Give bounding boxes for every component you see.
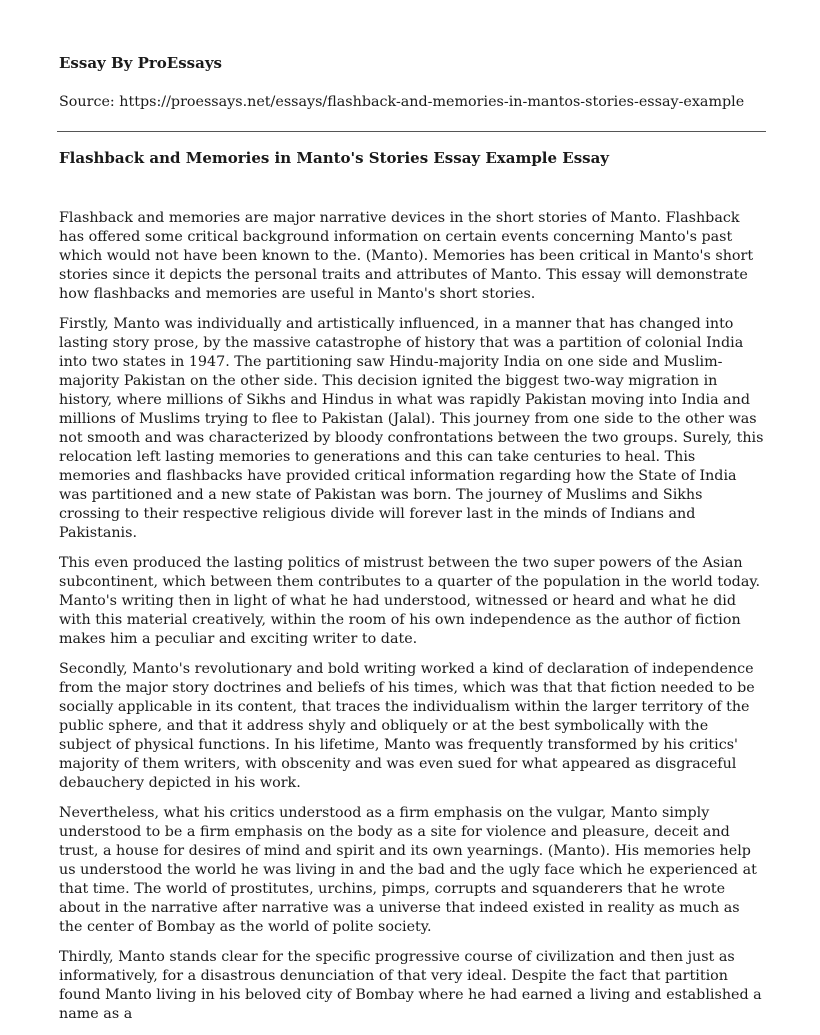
paragraph-3: This even produced the lasting politics of mistrust between the two super powers of the Asian subcontinent, which between them contributes to a quarter of the population in the world today. Manto's writing then in light of what he had understood, witnessed or heard and what he did with this material creatively, within the room of his own independence as the author of fiction makes him a peculiar and exciting writer to date. xyxy=(59,555,761,647)
header-divider xyxy=(57,131,766,132)
essay-body xyxy=(59,209,764,1024)
document-page xyxy=(59,53,764,1035)
paragraph-5: Nevertheless, what his critics understood as a firm emphasis on the vulgar, Manto simply understood to be a firm emphasis on the body as a site for violence and pleasure, deceit and trust, a house for desires of mind and spirit and its own yearnings. (Manto). His memories help us understood the world he was living in and the bad and the ugly face which he experienced at that time. The world of prostitutes, urchins, pimps, corrupts and squanderers that he wrote about in the narrative after narrative was a universe that indeed existed in reality as much as the center of Bombay as the world of polite society. xyxy=(59,805,757,935)
paragraph-6: Thirdly, Manto stands clear for the specific progressive course of civilization and then just as informatively, for a disastrous denunciation of that very ideal. Despite the fact that partition found Manto living in his beloved city of Bombay where he had earned a living and established a name as a xyxy=(59,949,762,1022)
paragraph-1: Flashback and memories are major narrative devices in the short stories of Manto. Flashback has offered some critical background information on certain events concerning Manto's past which would not have been known to the. (Manto). Memories has been critical in Manto's short stories since it depicts the personal traits and attributes of Manto. This essay will demonstrate how flashbacks and memories are useful in Manto's short stories. xyxy=(59,210,754,302)
paragraph-4: Secondly, Manto's revolutionary and bold writing worked a kind of declaration of independence from the major story doctrines and beliefs of his times, which was that that fiction needed to be socially applicable in its content, that traces the individualism within the larger territory of the public sphere, and that it address shyly and obliquely or at the best symbolically with the subject of physical functions. In his lifetime, Manto was frequently transformed by his critics' majority of them writers, with obscenity and was even sued for what appeared as disgraceful debauchery depicted in his work. xyxy=(59,661,755,791)
essay-title: Flashback and Memories in Manto's Stories Essay Example Essay xyxy=(59,149,610,167)
paragraph-2: Firstly, Manto was individually and artistically influenced, in a manner that has changed into lasting story prose, by the massive catastrophe of history that was a partition of colonial India into two states in 1947. The partitioning saw Hindu-majority India on one side and Muslim-majority Pakistan on the other side. This decision ignited the biggest two-way migration in history, where millions of Sikhs and Hindus in what was rapidly Pakistan moving into India and millions of Muslims trying to flee to Pakistan (Jalal). This journey from one side to the other was not smooth and was characterized by bloody confrontations between the two groups. Surely, this relocation left lasting memories to generations and this can take centuries to heal. This memories and flashbacks have provided critical information regarding how the State of India was partitioned and a new state of Pakistan was born. The journey of Muslims and Sikhs crossing to their respective religious divide will forever last in the minds of Indians and Pakistanis. xyxy=(59,316,764,541)
site-header-title: Essay By ProEssays xyxy=(59,54,222,72)
source-line: Source: https://proessays.net/essays/flashback-and-memories-in-mantos-stories-essay-example xyxy=(59,94,745,110)
